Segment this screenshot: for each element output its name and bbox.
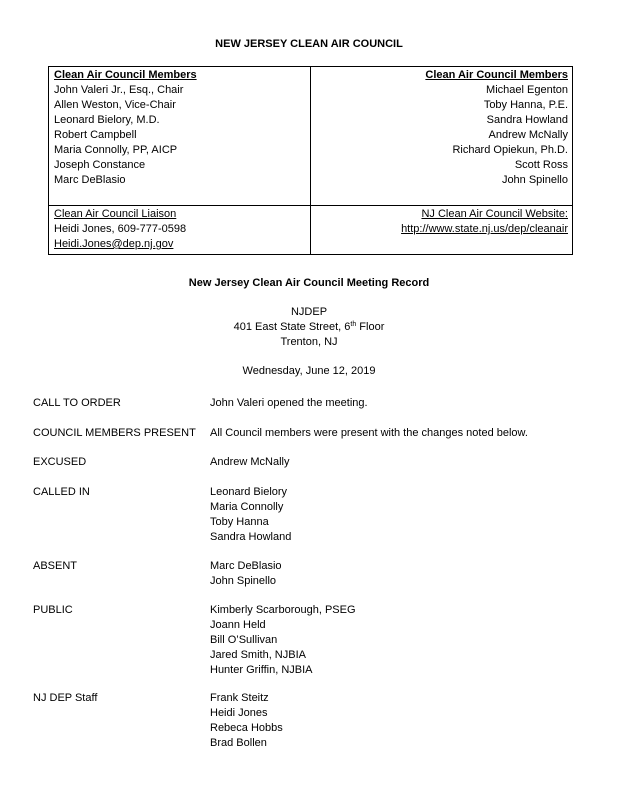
members-left-heading: Clean Air Council Members — [54, 69, 197, 81]
section-names — [210, 455, 289, 470]
website-label: NJ Clean Air Council Website: — [421, 208, 568, 220]
member-name: Joseph Constance — [54, 159, 146, 171]
members-right-cell — [311, 67, 573, 206]
person-name: Joann Held — [210, 619, 266, 631]
person-name: Leonard Bielory — [210, 486, 288, 498]
section-label: PUBLIC — [33, 604, 73, 616]
meeting-record-title: New Jersey Clean Air Council Meeting Record — [188, 277, 430, 289]
member-name: Scott Ross — [514, 159, 568, 171]
section-label: EXCUSED — [33, 456, 87, 468]
liaison-email-link[interactable]: Heidi.Jones@dep.nj.gov — [54, 238, 174, 250]
person-name: Toby Hanna — [210, 516, 269, 528]
person-name: Kimberly Scarborough, PSEG — [210, 604, 356, 616]
section-label: COUNCIL MEMBERS PRESENT — [33, 427, 196, 439]
section-names — [210, 485, 291, 545]
person-name: Hunter Griffin, NJBIA — [210, 664, 313, 676]
member-name: John Spinello — [501, 174, 568, 186]
member-name: Leonard Bielory, M.D. — [54, 114, 160, 126]
member-name: Maria Connolly, PP, AICP — [54, 144, 178, 156]
meeting-address — [0, 305, 618, 350]
member-name: Andrew McNally — [488, 129, 568, 141]
address-street: 401 East State Street, 6th Floor — [233, 321, 385, 333]
liaison-label: Clean Air Council Liaison — [54, 208, 177, 220]
address-city: Trenton, NJ — [280, 336, 338, 348]
person-name: Rebeca Hobbs — [210, 722, 283, 734]
member-name: Toby Hanna, P.E. — [483, 99, 568, 111]
member-name: Robert Campbell — [54, 129, 137, 141]
member-name: John Valeri Jr., Esq., Chair — [54, 84, 184, 96]
member-name: Sandra Howland — [486, 114, 568, 126]
member-name: Allen Weston, Vice-Chair — [54, 99, 176, 111]
person-name: Bill O’Sullivan — [210, 634, 278, 646]
section-label: CALL TO ORDER — [33, 397, 121, 409]
person-name: Andrew McNally — [210, 456, 290, 468]
person-name: Heidi Jones — [210, 707, 268, 719]
website-link[interactable]: http://www.state.nj.us/dep/cleanair — [401, 223, 568, 235]
address-org: NJDEP — [290, 306, 328, 318]
person-name: Sandra Howland — [210, 531, 292, 543]
section-label: NJ DEP Staff — [33, 692, 98, 704]
section-label: ABSENT — [33, 560, 78, 572]
section-names — [210, 691, 283, 751]
member-name: Michael Egenton — [486, 84, 568, 96]
council-members-table — [48, 66, 573, 255]
liaison-contact: Heidi Jones, 609-777-0598 — [54, 223, 187, 235]
website-cell — [311, 206, 573, 255]
section-value: John Valeri opened the meeting. — [210, 397, 368, 409]
members-left-cell — [49, 67, 311, 206]
liaison-cell — [49, 206, 311, 255]
person-name: Marc DeBlasio — [210, 560, 282, 572]
page-title: NEW JERSEY CLEAN AIR COUNCIL — [215, 38, 403, 50]
person-name: Jared Smith, NJBIA — [210, 649, 306, 661]
person-name: Brad Bollen — [210, 737, 267, 749]
person-name: John Spinello — [210, 575, 277, 587]
person-name: Maria Connolly — [210, 501, 284, 513]
member-name: Richard Opiekun, Ph.D. — [452, 144, 568, 156]
member-name: Marc DeBlasio — [54, 174, 126, 186]
person-name: Frank Steitz — [210, 692, 269, 704]
members-right-heading: Clean Air Council Members — [425, 69, 568, 81]
section-names — [210, 559, 282, 589]
section-value: All Council members were present with the changes noted below. — [210, 427, 528, 439]
section-label: CALLED IN — [33, 486, 90, 498]
meeting-date: Wednesday, June 12, 2019 — [242, 365, 376, 377]
section-names — [210, 603, 356, 678]
